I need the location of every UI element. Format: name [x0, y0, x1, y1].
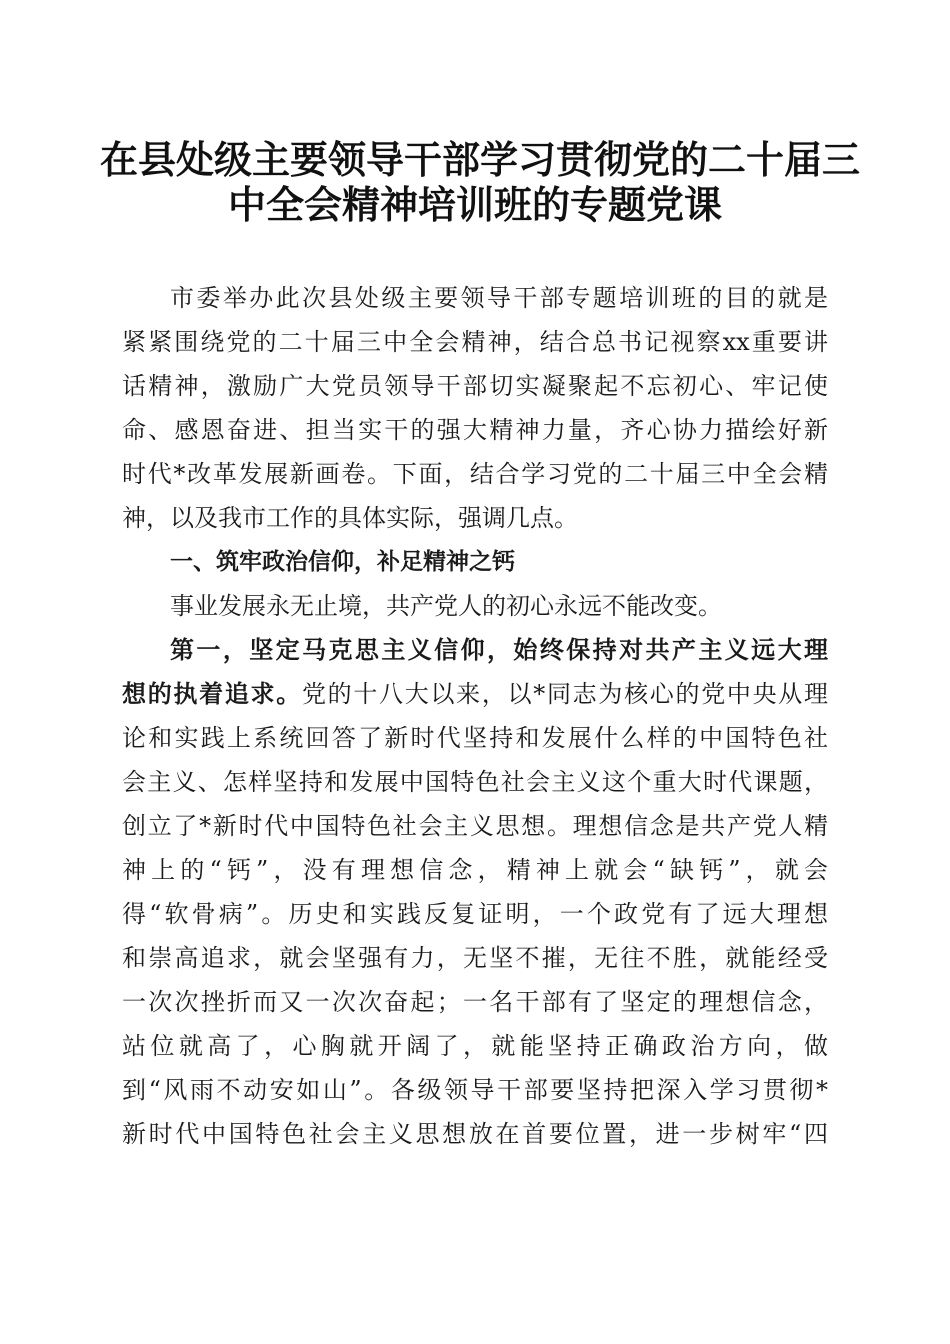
point-one-line: 创立了*新时代中国特色社会主义思想。理想信念是共产党人精 — [122, 812, 828, 840]
point-one-heading-tail: 想的执着追求。 — [122, 679, 302, 708]
point-one-line: 到“风雨不动安如山”。各级领导干部要坚持把深入学习贯彻* — [122, 1076, 828, 1104]
point-one-line: 论和实践上系统回答了新时代坚持和发展什么样的中国特色社 — [122, 724, 828, 752]
point-one-line: 神上的“钙”，没有理想信念，精神上就会“缺钙”，就会 — [122, 856, 828, 884]
intro-paragraph-line: 命、感恩奋进、担当实干的强大精神力量，齐心协力描绘好新 — [122, 416, 828, 444]
intro-paragraph-line: 话精神，激励广大党员领导干部切实凝聚起不忘初心、牢记使 — [122, 372, 828, 400]
document-title-line-2: 中全会精神培训班的专题党课 — [227, 182, 722, 227]
section-lead-sentence: 事业发展永无止境，共产党人的初心永远不能改变。 — [170, 592, 722, 620]
intro-paragraph-line: 神，以及我市工作的具体实际，强调几点。 — [122, 504, 578, 532]
intro-paragraph-line: 时代*改革发展新画卷。下面，结合学习党的二十届三中全会精 — [122, 460, 828, 488]
intro-paragraph-line: 紧紧围绕党的二十届三中全会精神，结合总书记视察xx重要讲 — [122, 328, 828, 356]
document-title-line-1: 在县处级主要领导干部学习贯彻党的二十届三 — [100, 137, 861, 182]
point-one-line: 一次次挫折而又一次次奋起；一名干部有了坚定的理想信念， — [122, 988, 828, 1016]
point-one-line: 新时代中国特色社会主义思想放在首要位置，进一步树牢“四 — [122, 1120, 828, 1148]
point-one-heading-line: 第一，坚定马克思主义信仰，始终保持对共产主义远大理 — [170, 635, 828, 664]
point-one-line — [122, 676, 828, 712]
point-one-line: 站位就高了，心胸就开阔了，就能坚持正确政治方向，做 — [122, 1032, 828, 1060]
intro-paragraph-line: 市委举办此次县处级主要领导干部专题培训班的目的就是 — [170, 284, 828, 312]
point-one-line-text: 党的十八大以来，以*同志为核心的党中央从理 — [301, 680, 829, 708]
point-one-line: 会主义、怎样坚持和发展中国特色社会主义这个重大时代课题， — [122, 768, 828, 796]
point-one-line: 得“软骨病”。历史和实践反复证明，一个政党有了远大理想 — [122, 900, 828, 928]
section-heading: 一、筑牢政治信仰，补足精神之钙 — [170, 549, 515, 575]
point-one-line: 和崇高追求，就会坚强有力，无坚不摧，无往不胜，就能经受 — [122, 944, 828, 972]
